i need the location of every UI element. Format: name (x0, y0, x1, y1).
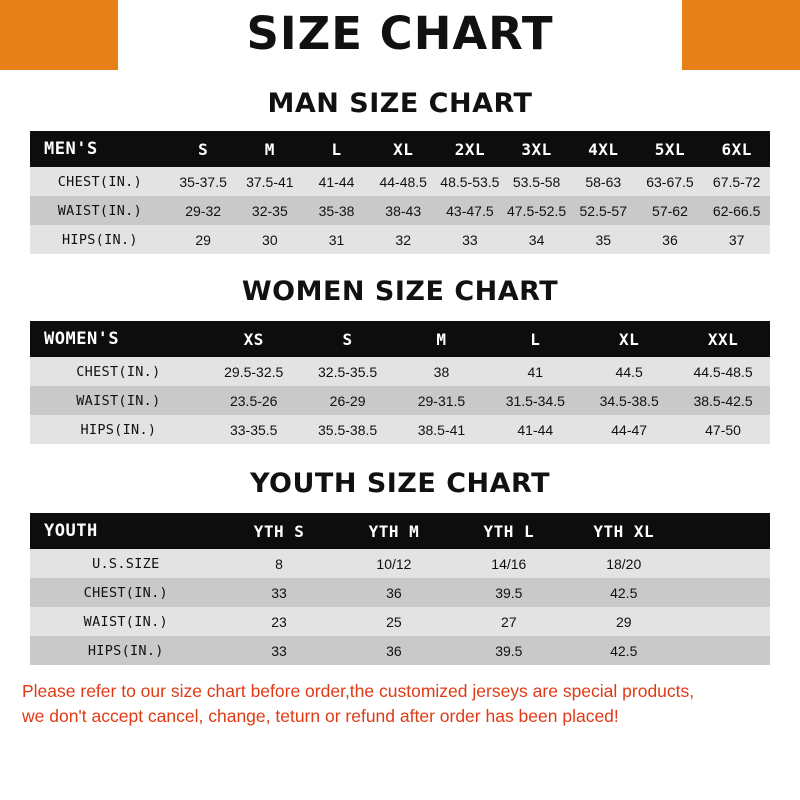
cell: 48.5-53.5 (440, 173, 500, 190)
cell: 52.5-57 (579, 202, 627, 219)
header-cell-xl: XL (619, 329, 640, 349)
section-youth (0, 468, 800, 665)
page-title: SIZE CHART (246, 6, 554, 60)
cell: 44.5-48.5 (693, 363, 753, 380)
cell: 33 (271, 642, 287, 659)
cell: 31.5-34.5 (505, 392, 565, 409)
cell: 42.5 (610, 584, 638, 601)
cell: 29 (615, 613, 632, 630)
cell: 32.5-35.5 (318, 363, 378, 380)
cell: 44-48.5 (379, 173, 427, 190)
cell: 41-44 (517, 421, 554, 438)
cell: 67.5-72 (712, 173, 761, 190)
header-cell-men: MEN'S (44, 139, 98, 159)
cell: 29.5-32.5 (224, 363, 284, 380)
header-cell-yth-l: YTH L (483, 521, 535, 541)
table-man (30, 131, 770, 254)
row-label: CHEST(IN.) (57, 173, 143, 190)
cell: 39.5 (495, 642, 523, 659)
cell: 30 (262, 231, 278, 248)
cell: 41-44 (318, 173, 355, 190)
cell: 63-67.5 (646, 173, 694, 190)
row-label: WAIST(IN.) (57, 202, 143, 219)
cell: 27 (501, 613, 517, 630)
header-cell-yth-m: YTH M (368, 521, 420, 541)
header-cell-2xl: 2XL (454, 139, 486, 159)
cell: 33-35.5 (229, 421, 278, 438)
note-line-2: we don't accept cancel, change, teturn or refund after order has been placed! (22, 706, 619, 727)
cell: 33 (271, 584, 287, 601)
header-cell-s: S (342, 329, 353, 349)
table-women (30, 321, 770, 444)
header-cell-m: M (436, 329, 447, 349)
table-header-row (30, 321, 770, 357)
header-cell-4xl: 4XL (588, 139, 619, 159)
cell-blank (681, 636, 770, 665)
cell: 23.5-26 (229, 392, 278, 409)
cell: 14/16 (491, 555, 527, 572)
cell-blank (681, 607, 770, 636)
row-label: WAIST(IN.) (76, 392, 161, 409)
row-label: HIPS(IN.) (61, 231, 138, 248)
row-label: U.S.SIZE (92, 555, 160, 572)
table-youth (30, 513, 770, 665)
cell: 31 (328, 231, 345, 248)
cell: 32 (395, 231, 411, 248)
header-cell-xl: XL (393, 139, 414, 159)
cell: 32-35 (251, 202, 288, 219)
header-cell-l: L (331, 139, 342, 159)
cell: 35-37.5 (179, 173, 227, 190)
section-man (0, 88, 800, 254)
cell: 36 (386, 642, 402, 659)
header-cell-yth-xl: YTH XL (593, 521, 655, 541)
row-label: HIPS(IN.) (87, 642, 164, 659)
header-cell-s: S (198, 139, 209, 159)
table-row (30, 415, 770, 444)
table-header-row (30, 513, 770, 549)
cell: 36 (386, 584, 402, 601)
cell: 43-47.5 (446, 202, 494, 219)
cell: 57-62 (652, 202, 688, 219)
cell: 29-31.5 (417, 392, 466, 409)
cell: 18/20 (606, 555, 642, 572)
cell: 47.5-52.5 (506, 202, 567, 219)
header-cell-m: M (264, 139, 275, 159)
header-cell-yth-s: YTH S (253, 521, 305, 541)
cell: 62-66.5 (712, 202, 761, 219)
cell: 53.5-58 (512, 173, 561, 190)
cell: 35-38 (318, 202, 355, 219)
disclaimer-note (0, 665, 800, 730)
table-header-row (30, 131, 770, 167)
cell: 23 (271, 613, 287, 630)
cell: 34.5-38.5 (599, 392, 659, 409)
cell: 38-43 (385, 202, 422, 219)
banner (0, 0, 800, 70)
table-row (30, 357, 770, 386)
cell-blank (681, 578, 770, 607)
header-cell-xs: XS (243, 329, 264, 349)
cell: 42.5 (610, 642, 638, 659)
row-label: WAIST(IN.) (83, 613, 168, 630)
cell: 39.5 (495, 584, 523, 601)
cell: 33 (462, 231, 478, 248)
cell: 36 (662, 231, 678, 248)
table-row (30, 578, 770, 607)
cell: 29 (195, 231, 211, 248)
table-row (30, 225, 770, 254)
table-row (30, 386, 770, 415)
cell: 58-63 (585, 173, 622, 190)
cell: 47-50 (705, 421, 741, 438)
cell: 29-32 (185, 202, 222, 219)
header-cell-l: L (530, 329, 541, 349)
cell: 10/12 (376, 555, 412, 572)
cell: 44.5 (615, 363, 643, 380)
cell: 38.5-42.5 (693, 392, 753, 409)
header-cell-womens: WOMEN'S (44, 329, 120, 349)
cell: 44-47 (611, 421, 648, 438)
table-row (30, 196, 770, 225)
table-row (30, 636, 770, 665)
cell: 35 (595, 231, 612, 248)
note-line-1: Please refer to our size chart before order,the customized jerseys are special products, (22, 681, 695, 701)
cell: 37 (728, 231, 745, 248)
section-women (0, 276, 800, 444)
cell: 38.5-41 (417, 421, 466, 438)
table-row (30, 167, 770, 196)
cell: 34 (528, 231, 545, 248)
cell-blank (681, 549, 770, 578)
header-cell-blank (681, 513, 770, 549)
cell: 38 (433, 363, 450, 380)
section-title-youth: YOUTH SIZE CHART (249, 468, 551, 499)
cell: 41 (527, 363, 544, 380)
cell: 35.5-38.5 (318, 421, 378, 438)
section-title-man: MAN SIZE CHART (267, 88, 533, 119)
header-cell-youth: YOUTH (44, 521, 98, 541)
table-row (30, 549, 770, 578)
row-label: CHEST(IN.) (83, 584, 168, 601)
row-label: CHEST(IN.) (76, 363, 161, 380)
cell: 25 (386, 613, 402, 630)
header-cell-5xl: 5XL (654, 139, 686, 159)
header-cell-6xl: 6XL (721, 139, 752, 159)
section-title-women: WOMEN SIZE CHART (241, 276, 559, 307)
cell: 8 (275, 555, 283, 572)
cell: 26-29 (329, 392, 366, 409)
cell: 37.5-41 (246, 173, 294, 190)
row-label: HIPS(IN.) (80, 421, 157, 438)
header-cell-3xl: 3XL (521, 139, 552, 159)
table-row (30, 607, 770, 636)
header-cell-xxl: XXL (707, 329, 739, 349)
